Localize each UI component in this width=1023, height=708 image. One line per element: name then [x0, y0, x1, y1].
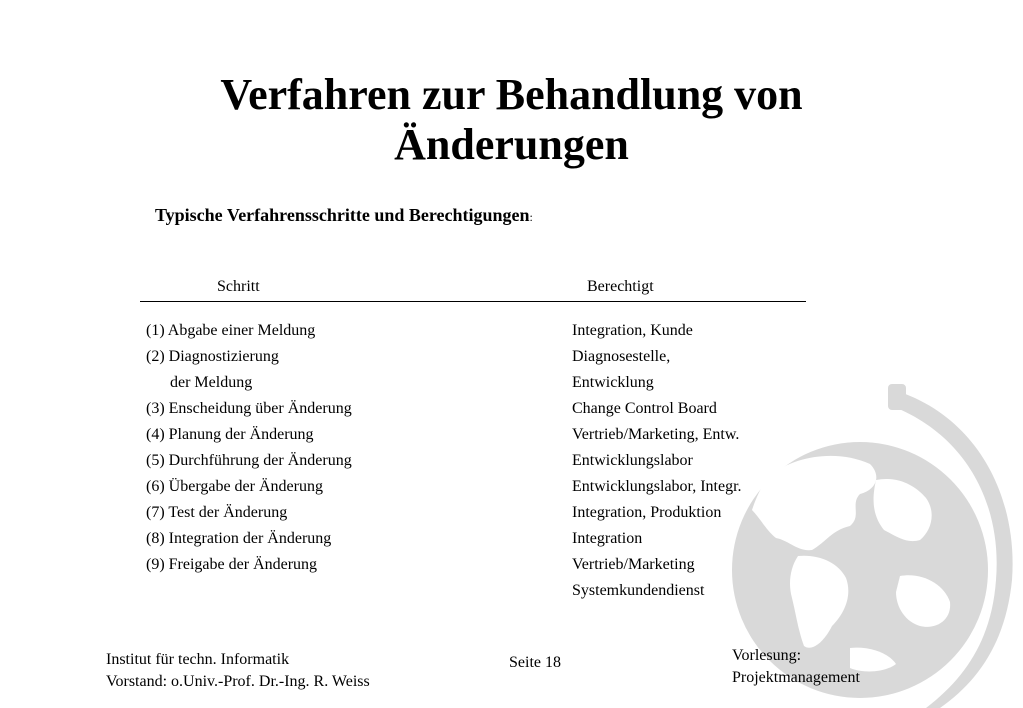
table-row	[146, 399, 826, 425]
step-cell: (8) Integration der Änderung	[146, 530, 332, 547]
table-row	[146, 321, 826, 347]
table-row	[146, 477, 826, 503]
role-cell: Integration, Kunde	[572, 322, 693, 339]
step-cell: der Meldung	[146, 374, 253, 391]
step-cell: (5) Durchführung der Änderung	[146, 452, 352, 469]
steps-table	[146, 321, 826, 607]
step-cell: (1) Abgabe einer Meldung	[146, 322, 316, 339]
role-cell: Systemkundendienst	[572, 582, 705, 599]
institute-head: Vorstand: o.Univ.-Prof. Dr.-Ing. R. Weiss	[106, 673, 370, 690]
subtitle-text: Typische Verfahrensschritte und Berechtigungen	[155, 205, 530, 225]
table-row	[146, 529, 826, 555]
table-row	[146, 373, 826, 399]
table-row	[146, 425, 826, 451]
table-row	[146, 451, 826, 477]
role-cell: Entwicklung	[572, 374, 654, 391]
role-cell: Diagnosestelle,	[572, 348, 671, 365]
lecture-name: Projektmanagement	[732, 669, 860, 686]
institute-name: Institut für techn. Informatik	[106, 651, 290, 668]
lecture-label: Vorlesung:	[732, 647, 802, 664]
role-cell: Entwicklungslabor	[572, 452, 693, 469]
step-cell: (6) Übergabe der Änderung	[146, 478, 323, 495]
page-title	[0, 70, 1023, 170]
step-cell: (2) Diagnostizierung	[146, 348, 279, 365]
title-line-1: Verfahren zur Behandlung von	[220, 70, 803, 119]
table-row	[146, 581, 826, 607]
page-number: Seite 18	[509, 654, 561, 671]
step-cell: (4) Planung der Änderung	[146, 426, 314, 443]
step-cell: (9) Freigabe der Änderung	[146, 556, 318, 573]
column-header-role: Berechtigt	[587, 278, 654, 295]
table-row	[146, 503, 826, 529]
title-line-2: Änderungen	[394, 120, 629, 169]
footer-lecture	[732, 645, 860, 689]
header-divider	[140, 301, 806, 302]
role-cell: Change Control Board	[572, 400, 717, 417]
step-cell: (7) Test der Änderung	[146, 504, 288, 521]
table-row	[146, 555, 826, 581]
step-cell: (3) Enscheidung über Änderung	[146, 400, 352, 417]
section-subtitle	[155, 205, 533, 226]
role-cell: Entwicklungslabor, Integr.	[572, 478, 742, 495]
role-cell: Integration, Produktion	[572, 504, 722, 521]
table-row	[146, 347, 826, 373]
role-cell: Vertrieb/Marketing, Entw.	[572, 426, 740, 443]
subtitle-colon: :	[529, 210, 533, 224]
role-cell: Integration	[572, 530, 643, 547]
footer-institute	[106, 649, 370, 693]
column-header-step: Schritt	[217, 278, 260, 295]
role-cell: Vertrieb/Marketing	[572, 556, 695, 573]
